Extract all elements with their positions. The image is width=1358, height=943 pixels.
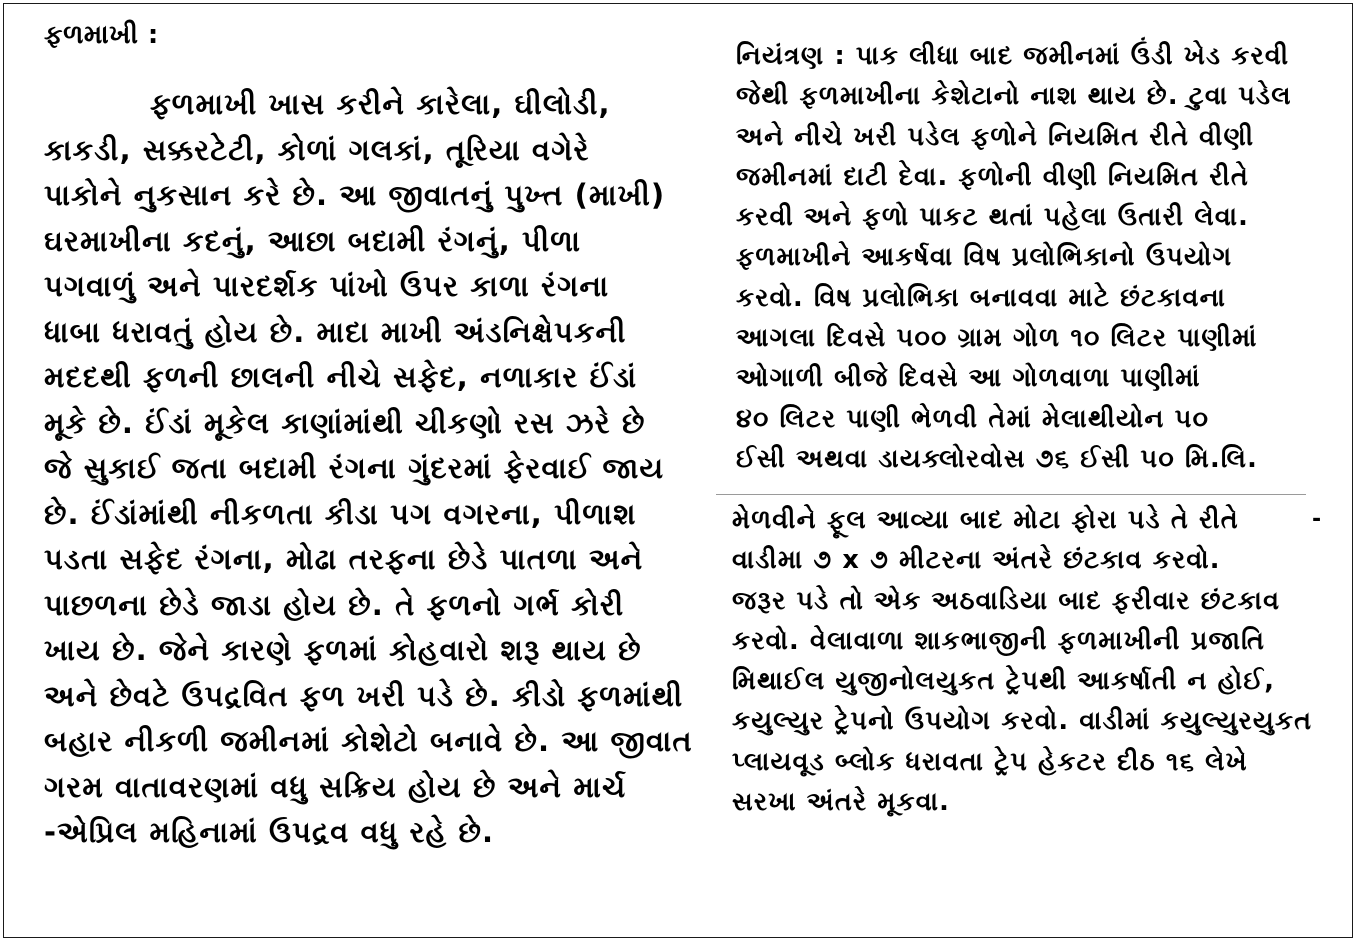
text-line: ઘરમાખીના કદનું, આછા બદામી રંગનું, પીળા: [44, 223, 582, 258]
text-line: બહાર નીકળી જમીનમાં કોશેટો બનાવે છે. આ જીવાત: [44, 724, 693, 758]
text-line: અને નીચે ખરી પડેલ ફળોને નિયમિત રીતે વીણી: [736, 121, 1255, 152]
text-line: સરખા અંતરે મૂકવા.: [732, 787, 951, 818]
text-line: જેથી ફળમાખીના કેશેટાનો નાશ થાય છે. ટુવા પડેલ: [736, 81, 1292, 112]
control-keyword: નિયંત્રણ :: [736, 41, 846, 71]
text-line: ૪૦ લિટર પાણી ભેળવી તેમાં મેલાથીયોન ૫૦: [736, 403, 1210, 434]
text-line: જમીનમાં દાટી દેવા. ફળોની વીણી નિયમિત રીતે: [736, 161, 1250, 192]
text-line: ફળમાખીને આકર્ષવા વિષ પ્રલોભિકાનો ઉપયોગ: [736, 242, 1233, 273]
text-line: વાડીમા ૭ x ૭ મીટરના અંતરે છંટકાવ કરવો.: [732, 545, 1221, 576]
right-column-lower: [732, 500, 1322, 822]
text-line: જે સુકાઈ જતા બદામી રંગના ગુંદરમાં ફેરવાઈ જાય: [44, 451, 665, 485]
document-page: [3, 3, 1353, 938]
text-line: અને છેવટે ઉપદ્રવિત ફળ ખરી પડે છે. કીડો ફળમાંથી: [44, 678, 684, 713]
text-line: પાકોને નુકસાન કરે છે. આ જીવાતનું પુખ્ત (માખી): [44, 178, 666, 212]
text-line: કરવો. વેલાવાળા શાકભાજીની ફળમાખીની પ્રજાતિ: [732, 625, 1266, 656]
margin-mark: -: [1312, 507, 1322, 532]
text-line: મેળવીને ફૂલ આવ્યા બાદ મોટા ફોરા પડે તે રીતે: [732, 505, 1239, 535]
text-line: આગલા દિવસે ૫૦૦ ગ્રામ ગોળ ૧૦ લિટર પાણીમાં: [736, 323, 1258, 354]
control-first-line: [736, 36, 1316, 76]
text-line: મદદથી ફળની છાલની નીચે સફેદ, નળાકાર ઈંડાં: [44, 360, 638, 394]
text-line: પાછળના છેડે જાડા હોય છે. તે ફળનો ગર્ભ કોરી: [44, 587, 625, 622]
text-line: કયુલ્યુર ટ્રેપનો ઉપયોગ કરવો. વાડીમાં કયુલ્યુરયુકત: [732, 706, 1313, 737]
column-divider: [716, 494, 1306, 495]
text-line: છે. ઈંડાંમાંથી નીકળતા કીડા પગ વગરના, પીળાશ: [44, 496, 637, 531]
text-line: -એપ્રિલ મહિનામાં ઉપદ્રવ વધુ રહે છે.: [44, 815, 495, 849]
text-line: જરૂર પડે તો એક અઠવાડિયા બાદ ફરીવાર છંટકાવ: [732, 585, 1281, 616]
left-column: [44, 18, 694, 856]
control-first-line-text: પાક લીધા બાદ જમીનમાં ઉંડી ખેડ કરવી: [845, 41, 1290, 71]
text-line: ફળમાખી ખાસ કરીને કારેલા, ઘીલોડી,: [150, 87, 611, 121]
text-line: મૂકે છે. ઈંડાં મૂકેલ કાણાંમાંથી ચીકણો રસ ઝરે છે: [44, 405, 646, 440]
text-line: કરવી અને ફળો પાકટ થતાં પહેલા ઉતારી લેવા.: [736, 202, 1250, 233]
text-line: ખાય છે. જેને કારણે ફળમાં કોહવારો શરૂ થાય છે: [44, 633, 642, 667]
text-line: પડતા સફેદ રંગના, મોઢા તરફના છેડે પાતળા અને: [44, 542, 644, 576]
text-line: કાકડી, સક્કરટેટી, કોળાં ગલકાં, તૂરિયા વગેરે: [44, 132, 590, 167]
section-heading-fruit-fly: ફળમાખી :: [44, 20, 159, 50]
text-line: ગરમ વાતાવરણમાં વધુ સક્રિય હોય છે અને માર્ચ: [44, 769, 627, 804]
text-line: ઓગાળી બીજે દિવસે આ ગોળવાળા પાણીમાં: [736, 363, 1201, 394]
text-line: પગવાળું અને પારદર્શક પાંખો ઉપર કાળા રંગના: [44, 269, 610, 303]
text-line: મિથાઈલ યુજીનોલયુકત ટ્રેપથી આકર્ષાતી ન હોઈ,: [732, 666, 1276, 697]
left-column-body: [44, 82, 694, 856]
text-line: પ્લાયવૂડ બ્લોક ધરાવતા ટ્રેપ હેકટર દીઠ ૧૬ લેખે: [732, 746, 1248, 777]
text-line: ધાબા ધરાવતું હોય છે. માદા માખી અંડનિક્ષેપકની: [44, 314, 627, 349]
text-line: ઈસી અથવા ડાયક્લોરવોસ ૭૬ ઈસી ૫૦ મિ.લિ.: [736, 443, 1258, 474]
text-line: કરવો. વિષ પ્રલોભિકા બનાવવા માટે છંટકાવના: [736, 282, 1227, 313]
right-column-upper: [736, 36, 1316, 479]
